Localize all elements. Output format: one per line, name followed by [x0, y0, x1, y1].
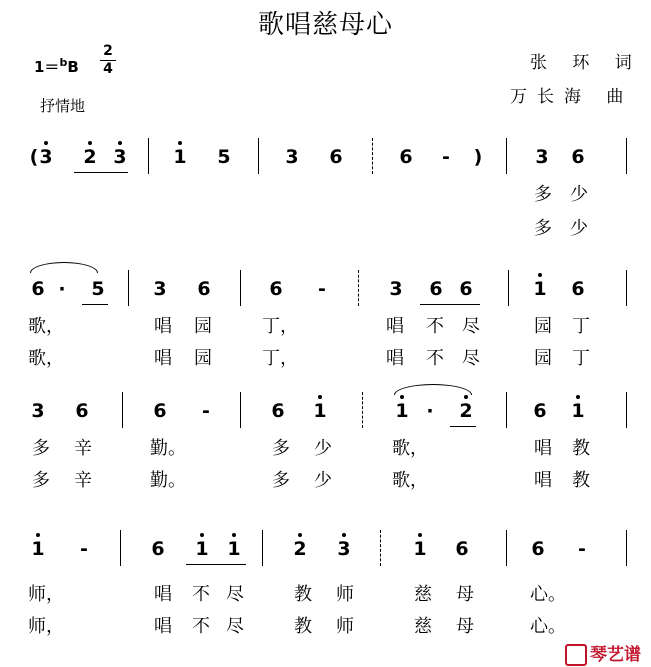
jianpu-note: 1 [530, 278, 550, 300]
jianpu-note: 1 [568, 400, 588, 422]
jianpu-note: 1 [410, 538, 430, 560]
lyric-syllable: 慈 [414, 584, 432, 605]
lyric-syllable: 师， [28, 616, 64, 637]
lyric-syllable: 唱 [154, 616, 172, 637]
lyric-syllable: 师， [28, 584, 64, 605]
jianpu-note: 6 [429, 278, 443, 300]
jianpu-note: 3 [153, 278, 167, 300]
lyric-syllable: 辛 [74, 438, 92, 459]
barline [120, 530, 121, 566]
underline-beam [74, 172, 128, 173]
jianpu-note: 6 [271, 400, 285, 422]
jianpu-note: 3 [31, 400, 45, 422]
jianpu-note: 3 [36, 146, 56, 168]
jianpu-note: 6 [531, 538, 545, 560]
lyric-syllable: 唱 [154, 316, 172, 337]
composer-credit: 万长海 曲 [510, 87, 634, 107]
underline-beam [420, 304, 480, 305]
barline [358, 270, 359, 306]
underline-beam [450, 426, 476, 427]
lyric-syllable: 多 [272, 470, 290, 491]
lyric-syllable: 尽 [462, 316, 480, 337]
lyric-syllable: 尽 [462, 348, 480, 369]
lyric-syllable: 勤。 [150, 438, 186, 459]
jianpu-note: 6 [31, 278, 45, 300]
jianpu-note: 3 [285, 146, 299, 168]
jianpu-note: 5 [217, 146, 231, 168]
lyric-syllable: 师 [336, 584, 354, 605]
jianpu-note: · [58, 278, 66, 300]
jianpu-note: - [442, 146, 450, 168]
jianpu-note: 1 [170, 146, 190, 168]
jianpu-note: ( [29, 146, 39, 168]
jianpu-note: - [318, 278, 326, 300]
watermark-text: 琴艺谱 [590, 645, 641, 665]
lyricist-credit: 张 环 词 [530, 53, 642, 73]
lyric-syllable: 园 [534, 316, 552, 337]
barline [506, 138, 507, 174]
lyric-syllable: 不 [192, 616, 210, 637]
lyric-syllable: 母 [456, 584, 474, 605]
lyric-syllable: 唱 [534, 470, 552, 491]
jianpu-note: 6 [75, 400, 89, 422]
jianpu-note: 3 [110, 146, 130, 168]
jianpu-note: - [202, 400, 210, 422]
watermark-logo [565, 640, 641, 666]
lyric-syllable: 唱 [534, 438, 552, 459]
barline [508, 270, 509, 306]
lyric-syllable: 教 [572, 438, 590, 459]
jianpu-note: 6 [533, 400, 547, 422]
lyric-syllable: 园 [534, 348, 552, 369]
lyric-syllable: 园 [194, 348, 212, 369]
lyric-syllable: 丁 [572, 316, 590, 337]
lyric-syllable: 唱 [154, 348, 172, 369]
lyric-syllable: 不 [426, 316, 444, 337]
lyric-syllable: 丁， [262, 348, 298, 369]
lyric-syllable: 教 [294, 584, 312, 605]
barline [240, 392, 241, 428]
jianpu-note: 2 [80, 146, 100, 168]
underline-beam [82, 304, 108, 305]
barline [122, 392, 123, 428]
key-tonic: B [67, 58, 79, 76]
jianpu-note: 1 [28, 538, 48, 560]
song-title: 歌唱慈母心 [257, 10, 393, 40]
jianpu-note: 3 [389, 278, 403, 300]
key-signature [34, 56, 79, 77]
jianpu-note: 6 [151, 538, 165, 560]
jianpu-note: 2 [290, 538, 310, 560]
barline [372, 138, 373, 174]
barline [626, 392, 627, 428]
jianpu-note: 1 [392, 400, 412, 422]
jianpu-note: 3 [334, 538, 354, 560]
lyric-syllable: 少 [570, 184, 588, 205]
lyric-syllable: 心。 [530, 616, 566, 637]
lyric-syllable: 歌， [28, 316, 64, 337]
lyric-syllable: 多 [32, 470, 50, 491]
slur-arc [394, 384, 472, 395]
lyric-syllable: 丁 [572, 348, 590, 369]
barline [626, 530, 627, 566]
lyric-syllable: 尽 [226, 616, 244, 637]
jianpu-note: ) [473, 146, 483, 168]
barline [626, 270, 627, 306]
lyric-syllable: 多 [534, 184, 552, 205]
barline [240, 270, 241, 306]
jianpu-note: - [578, 538, 586, 560]
jianpu-note: 6 [571, 146, 585, 168]
barline [506, 530, 507, 566]
jianpu-note: 1 [310, 400, 330, 422]
time-signature-bottom: 4 [103, 61, 113, 77]
lyric-syllable: 唱 [154, 584, 172, 605]
lyric-syllable: 慈 [414, 616, 432, 637]
time-signature-top: 2 [103, 43, 113, 59]
jianpu-note: 3 [535, 146, 549, 168]
barline [258, 138, 259, 174]
barline [262, 530, 263, 566]
lyric-syllable: 少 [314, 438, 332, 459]
jianpu-note: 6 [329, 146, 343, 168]
barline [380, 530, 381, 566]
lyric-syllable: 丁， [262, 316, 298, 337]
lyric-syllable: 不 [192, 584, 210, 605]
lyric-syllable: 多 [272, 438, 290, 459]
jianpu-note: 1 [224, 538, 244, 560]
flat-sign: b [59, 56, 68, 69]
jianpu-note: 6 [153, 400, 167, 422]
tempo-marking: 抒情地 [40, 97, 86, 115]
jianpu-note: 6 [269, 278, 283, 300]
barline [506, 392, 507, 428]
lyric-syllable: 歌， [392, 438, 428, 459]
jianpu-note: 1 [192, 538, 212, 560]
underline-beam [186, 564, 246, 565]
lyric-syllable: 多 [32, 438, 50, 459]
time-signature [100, 44, 116, 77]
lyric-syllable: 歌， [392, 470, 428, 491]
barline [128, 270, 129, 306]
jianpu-note: 6 [399, 146, 413, 168]
lyric-syllable: 母 [456, 616, 474, 637]
lyric-syllable: 教 [572, 470, 590, 491]
lyric-syllable: 辛 [74, 470, 92, 491]
lyric-syllable: 不 [426, 348, 444, 369]
lyric-syllable: 唱 [386, 348, 404, 369]
jianpu-note: 2 [456, 400, 476, 422]
lyric-syllable: 多 [534, 218, 552, 239]
logo-icon [565, 644, 587, 666]
lyric-syllable: 少 [314, 470, 332, 491]
slur-arc [30, 262, 98, 273]
lyric-syllable: 尽 [226, 584, 244, 605]
lyric-syllable: 心。 [530, 584, 566, 605]
jianpu-note: 6 [197, 278, 211, 300]
jianpu-note: 5 [91, 278, 105, 300]
lyric-syllable: 少 [570, 218, 588, 239]
key-prefix: 1＝ [34, 58, 60, 76]
lyric-syllable: 园 [194, 316, 212, 337]
lyric-syllable: 师 [336, 616, 354, 637]
lyric-syllable: 勤。 [150, 470, 186, 491]
jianpu-note: 6 [459, 278, 473, 300]
lyric-syllable: 歌， [28, 348, 64, 369]
barline [626, 138, 627, 174]
jianpu-note: · [426, 400, 434, 422]
jianpu-note: 6 [455, 538, 469, 560]
lyric-syllable: 唱 [386, 316, 404, 337]
lyric-syllable: 教 [294, 616, 312, 637]
jianpu-note: - [80, 538, 88, 560]
jianpu-note: 6 [571, 278, 585, 300]
barline [148, 138, 149, 174]
barline [362, 392, 363, 428]
